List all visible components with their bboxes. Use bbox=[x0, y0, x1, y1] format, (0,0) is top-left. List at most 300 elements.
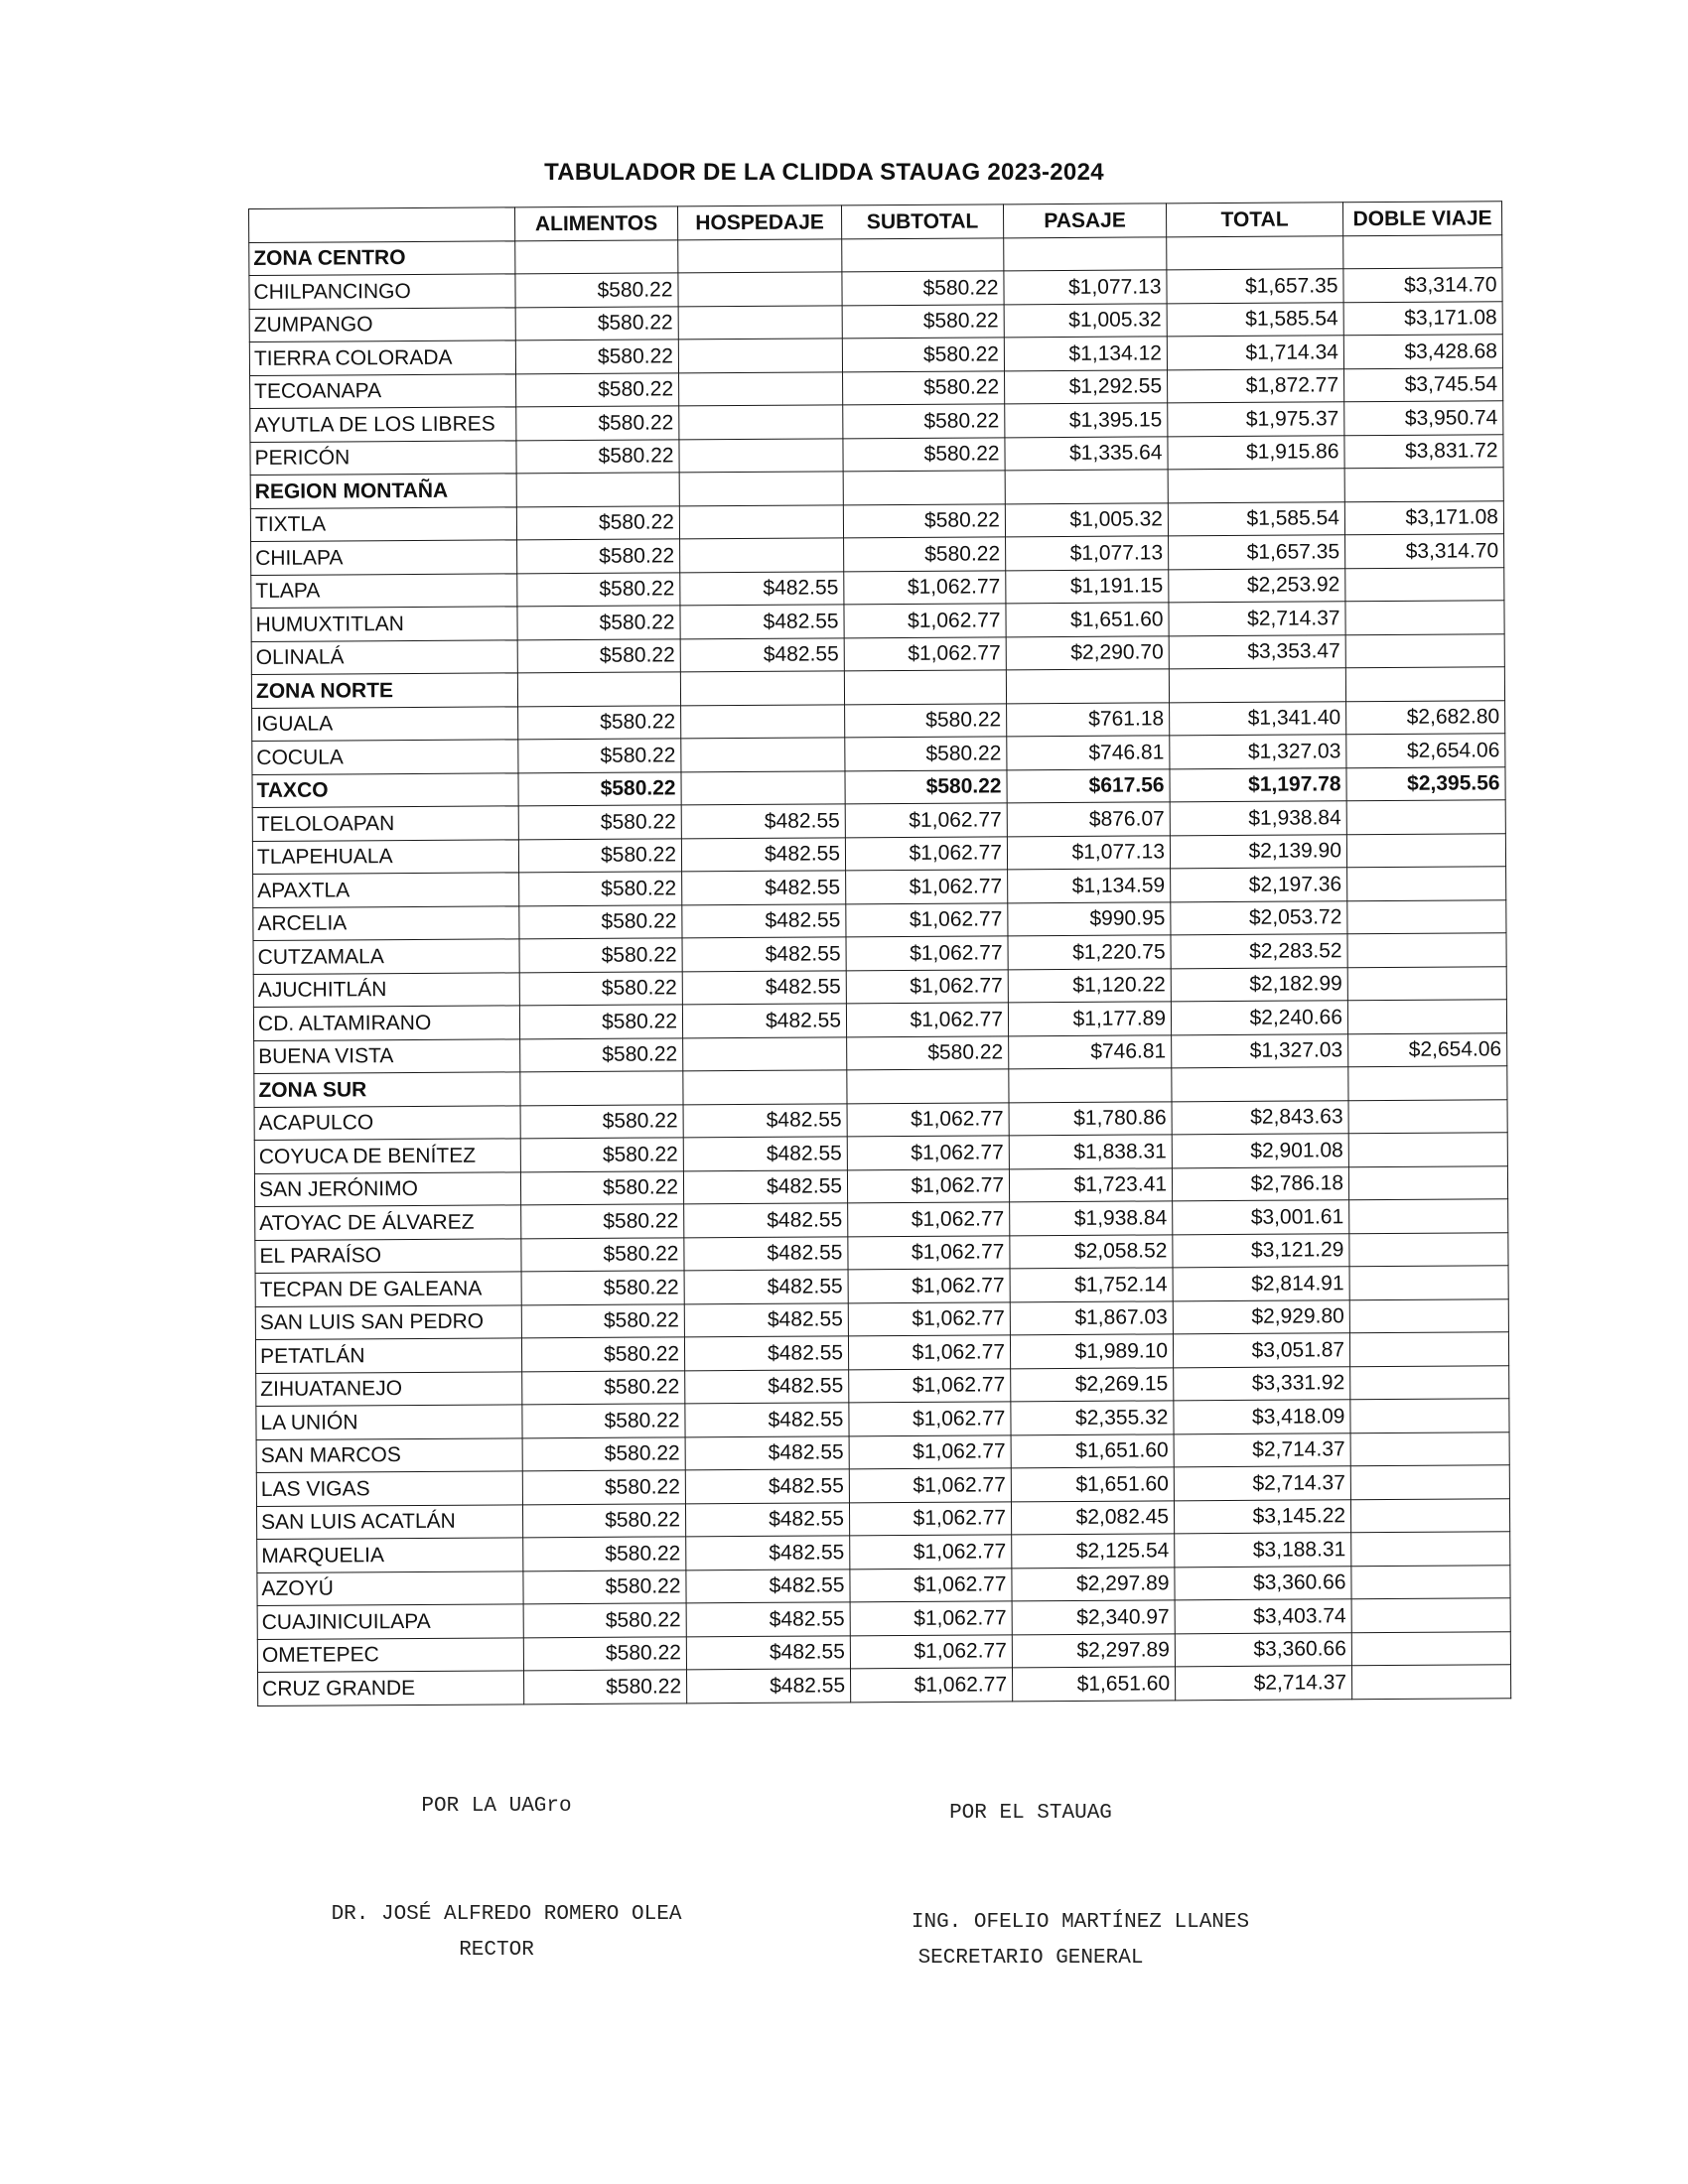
value-cell bbox=[517, 672, 680, 707]
value-cell: $482.55 bbox=[684, 1336, 848, 1371]
value-cell: $1,938.84 bbox=[1170, 801, 1346, 836]
value-cell: $2,053.72 bbox=[1171, 900, 1347, 935]
value-cell: $580.22 bbox=[520, 1104, 683, 1139]
value-cell: $482.55 bbox=[682, 903, 846, 938]
value-cell bbox=[1349, 1232, 1508, 1266]
location-cell: AYUTLA DE LOS LIBRES bbox=[250, 407, 516, 442]
value-cell bbox=[1350, 1399, 1509, 1433]
value-cell: $580.22 bbox=[518, 771, 681, 806]
value-cell: $580.22 bbox=[517, 638, 680, 673]
value-cell: $482.55 bbox=[682, 937, 846, 972]
value-cell: $3,418.09 bbox=[1174, 1400, 1350, 1434]
value-cell: $1,335.64 bbox=[1005, 436, 1168, 471]
value-cell: $580.22 bbox=[520, 1138, 683, 1172]
signature-right-name: ING. OFELIO MARTÍNEZ LLANES bbox=[911, 1911, 1250, 1934]
value-cell: $3,950.74 bbox=[1344, 401, 1503, 435]
value-cell: $2,139.90 bbox=[1170, 834, 1346, 869]
value-cell: $876.07 bbox=[1007, 802, 1170, 837]
value-cell: $580.22 bbox=[524, 1670, 687, 1705]
value-cell: $580.22 bbox=[522, 1404, 685, 1438]
value-cell bbox=[1349, 1298, 1508, 1332]
value-cell: $2,682.80 bbox=[1346, 700, 1505, 734]
value-cell: $3,001.61 bbox=[1173, 1200, 1349, 1235]
location-cell: PERICÓN bbox=[250, 440, 516, 475]
value-cell: $580.22 bbox=[521, 1337, 684, 1372]
value-cell: $3,314.70 bbox=[1343, 268, 1502, 302]
location-cell: COCULA bbox=[252, 740, 518, 774]
value-cell: $482.55 bbox=[684, 1302, 848, 1337]
table-row bbox=[258, 1665, 1511, 1706]
value-cell: $2,290.70 bbox=[1006, 635, 1169, 670]
value-cell: $580.22 bbox=[519, 872, 682, 906]
value-cell: $580.22 bbox=[523, 1603, 686, 1638]
value-cell: $580.22 bbox=[844, 537, 1006, 571]
value-cell bbox=[679, 472, 843, 506]
value-cell bbox=[681, 770, 845, 805]
value-cell: $580.22 bbox=[521, 1237, 684, 1272]
value-cell: $1,062.77 bbox=[850, 1634, 1012, 1668]
value-cell bbox=[1351, 1532, 1510, 1566]
value-cell: $482.55 bbox=[686, 1569, 850, 1603]
value-cell bbox=[1343, 234, 1502, 268]
value-cell: $580.22 bbox=[523, 1636, 686, 1671]
value-cell: $761.18 bbox=[1007, 702, 1170, 737]
value-cell: $2,814.91 bbox=[1173, 1267, 1349, 1301]
value-cell bbox=[679, 371, 843, 406]
value-cell: $482.55 bbox=[685, 1469, 849, 1504]
value-cell: $1,714.34 bbox=[1167, 336, 1343, 370]
value-cell bbox=[516, 473, 679, 507]
value-cell: $3,051.87 bbox=[1173, 1333, 1349, 1368]
value-cell: $1,077.13 bbox=[1006, 536, 1169, 571]
value-cell: $990.95 bbox=[1008, 901, 1171, 936]
value-cell: $2,714.37 bbox=[1174, 1466, 1350, 1501]
value-cell bbox=[679, 504, 843, 539]
value-cell: $482.55 bbox=[680, 637, 844, 672]
value-cell: $1,657.35 bbox=[1167, 269, 1343, 304]
value-cell: $3,171.08 bbox=[1344, 500, 1503, 534]
location-cell: TLAPEHUALA bbox=[252, 839, 518, 874]
value-cell: $1,220.75 bbox=[1008, 935, 1171, 970]
location-cell: TECOANAPA bbox=[250, 373, 516, 408]
value-cell: $1,062.77 bbox=[850, 1568, 1012, 1601]
value-cell: $1,005.32 bbox=[1005, 502, 1168, 537]
value-cell: $1,062.77 bbox=[845, 836, 1007, 870]
value-cell: $3,745.54 bbox=[1344, 367, 1503, 401]
value-cell: $580.22 bbox=[518, 739, 681, 773]
value-cell: $2,786.18 bbox=[1172, 1166, 1348, 1201]
value-cell: $580.22 bbox=[516, 406, 679, 441]
value-cell: $482.55 bbox=[682, 970, 846, 1005]
value-cell: $580.22 bbox=[519, 904, 682, 939]
header-zone bbox=[249, 207, 515, 242]
value-cell: $1,938.84 bbox=[1010, 1201, 1173, 1236]
value-cell: $1,062.77 bbox=[847, 1168, 1009, 1202]
value-cell: $482.55 bbox=[685, 1435, 849, 1470]
value-cell: $746.81 bbox=[1009, 1034, 1172, 1069]
value-cell bbox=[1350, 1365, 1509, 1399]
value-cell: $2,355.32 bbox=[1011, 1401, 1174, 1435]
value-cell: $1,752.14 bbox=[1010, 1268, 1173, 1302]
value-cell: $1,975.37 bbox=[1168, 402, 1344, 437]
location-cell: OLINALÁ bbox=[251, 639, 517, 674]
value-cell bbox=[842, 237, 1004, 271]
value-cell bbox=[1349, 1266, 1508, 1299]
value-cell bbox=[679, 405, 843, 440]
value-cell: $1,915.86 bbox=[1168, 435, 1344, 470]
value-cell: $482.55 bbox=[686, 1635, 850, 1670]
value-cell: $580.22 bbox=[517, 539, 680, 574]
value-cell: $482.55 bbox=[683, 1103, 847, 1138]
location-cell: HUMUXTITLAN bbox=[251, 607, 517, 641]
value-cell: $482.55 bbox=[686, 1602, 850, 1637]
location-cell: SAN MARCOS bbox=[256, 1437, 522, 1472]
value-cell bbox=[520, 1071, 683, 1106]
value-cell: $580.22 bbox=[518, 805, 681, 840]
value-cell bbox=[679, 438, 843, 473]
value-cell: $1,177.89 bbox=[1008, 1002, 1171, 1036]
value-cell: $1,062.77 bbox=[847, 1136, 1009, 1169]
value-cell: $1,327.03 bbox=[1172, 1033, 1348, 1068]
header-hospedaje: HOSPEDAJE bbox=[677, 205, 841, 240]
value-cell: $580.22 bbox=[517, 572, 680, 607]
value-cell: $482.55 bbox=[685, 1369, 849, 1404]
value-cell bbox=[1168, 469, 1344, 503]
value-cell: $482.55 bbox=[683, 1137, 847, 1171]
value-cell: $2,197.36 bbox=[1171, 868, 1347, 902]
value-cell: $1,062.77 bbox=[850, 1601, 1012, 1635]
value-cell bbox=[681, 738, 845, 772]
value-cell bbox=[1347, 966, 1506, 1000]
value-cell bbox=[515, 239, 678, 274]
value-cell: $580.22 bbox=[520, 1170, 683, 1205]
zone-heading: REGION MONTAÑA bbox=[250, 474, 516, 508]
value-cell: $580.22 bbox=[522, 1436, 685, 1471]
value-cell bbox=[1349, 1332, 1508, 1366]
header-doble-viaje: DOBLE VIAJE bbox=[1342, 202, 1501, 235]
value-cell: $580.22 bbox=[842, 304, 1004, 338]
value-cell: $2,901.08 bbox=[1172, 1134, 1348, 1168]
value-cell bbox=[1347, 1000, 1506, 1033]
value-cell: $1,062.77 bbox=[849, 1501, 1011, 1535]
value-cell bbox=[683, 1036, 847, 1071]
value-cell: $482.55 bbox=[684, 1203, 848, 1238]
value-cell bbox=[1350, 1432, 1509, 1465]
table-body bbox=[249, 234, 1511, 1706]
value-cell: $2,182.99 bbox=[1171, 967, 1347, 1002]
value-cell: $580.22 bbox=[847, 1035, 1009, 1069]
value-cell: $580.22 bbox=[845, 703, 1007, 737]
value-cell: $1,651.60 bbox=[1011, 1433, 1174, 1468]
value-cell bbox=[1346, 800, 1505, 834]
value-cell: $1,723.41 bbox=[1009, 1167, 1172, 1202]
value-cell bbox=[1351, 1598, 1510, 1632]
value-cell: $580.22 bbox=[521, 1204, 684, 1239]
value-cell: $3,831.72 bbox=[1344, 434, 1503, 468]
value-cell: $1,062.77 bbox=[846, 936, 1008, 970]
location-cell: TIXTLA bbox=[250, 506, 516, 541]
value-cell: $482.55 bbox=[686, 1669, 850, 1704]
signature-left-name: DR. JOSÉ ALFREDO ROMERO OLEA bbox=[331, 1903, 682, 1926]
value-cell: $1,838.31 bbox=[1009, 1135, 1172, 1169]
value-cell: $2,843.63 bbox=[1172, 1100, 1348, 1135]
value-cell: $3,121.29 bbox=[1173, 1233, 1349, 1268]
value-cell bbox=[1004, 236, 1167, 271]
location-cell: AZOYÚ bbox=[257, 1570, 523, 1605]
value-cell: $1,062.77 bbox=[847, 1102, 1009, 1136]
value-cell bbox=[1345, 567, 1504, 601]
value-cell bbox=[1349, 1199, 1508, 1233]
location-cell: IGUALA bbox=[252, 706, 518, 741]
tabulator-table bbox=[248, 201, 1511, 1706]
value-cell: $1,062.77 bbox=[845, 803, 1007, 837]
value-cell: $1,062.77 bbox=[849, 1368, 1011, 1402]
value-cell: $2,283.52 bbox=[1171, 934, 1347, 969]
value-cell: $3,188.31 bbox=[1175, 1533, 1351, 1568]
value-cell: $482.55 bbox=[685, 1502, 849, 1537]
value-cell: $580.22 bbox=[843, 503, 1005, 537]
value-cell: $580.22 bbox=[515, 306, 678, 341]
value-cell bbox=[844, 670, 1006, 704]
value-cell: $2,714.37 bbox=[1174, 1433, 1350, 1467]
location-cell: APAXTLA bbox=[253, 873, 519, 907]
location-cell: TECPAN DE GALEANA bbox=[255, 1272, 521, 1306]
value-cell bbox=[1350, 1465, 1509, 1499]
value-cell bbox=[683, 1070, 847, 1105]
value-cell bbox=[1005, 470, 1168, 504]
value-cell: $1,062.77 bbox=[848, 1235, 1010, 1269]
value-cell: $3,314.70 bbox=[1345, 534, 1504, 568]
value-cell: $2,654.06 bbox=[1346, 734, 1505, 767]
value-cell: $1,327.03 bbox=[1170, 735, 1346, 769]
value-cell: $2,269.15 bbox=[1011, 1367, 1174, 1402]
value-cell: $1,341.40 bbox=[1170, 701, 1346, 736]
value-cell: $1,651.60 bbox=[1006, 603, 1169, 637]
value-cell: $617.56 bbox=[1007, 768, 1170, 803]
location-cell: AJUCHITLÁN bbox=[253, 972, 519, 1007]
value-cell: $1,651.60 bbox=[1011, 1467, 1174, 1502]
value-cell: $580.22 bbox=[519, 971, 682, 1006]
location-cell: TAXCO bbox=[252, 772, 518, 807]
value-cell: $2,297.89 bbox=[1012, 1633, 1175, 1668]
header-alimentos: ALIMENTOS bbox=[514, 206, 677, 241]
value-cell bbox=[678, 238, 842, 273]
value-cell bbox=[1172, 1067, 1348, 1102]
location-cell: CHILPANCINGO bbox=[249, 274, 515, 309]
value-cell: $580.22 bbox=[845, 737, 1007, 770]
value-cell bbox=[1167, 235, 1343, 270]
value-cell bbox=[680, 671, 844, 706]
value-cell: $1,062.77 bbox=[846, 969, 1008, 1003]
value-cell: $580.22 bbox=[521, 1271, 684, 1305]
location-cell: PETATLÁN bbox=[255, 1338, 521, 1373]
value-cell: $580.22 bbox=[843, 404, 1005, 438]
value-cell bbox=[1348, 1133, 1507, 1166]
value-cell: $580.22 bbox=[521, 1303, 684, 1338]
value-cell bbox=[1348, 1099, 1507, 1133]
value-cell: $1,657.35 bbox=[1169, 535, 1345, 570]
value-cell: $3,428.68 bbox=[1343, 335, 1502, 368]
value-cell: $1,062.77 bbox=[850, 1668, 1012, 1702]
value-cell: $1,989.10 bbox=[1010, 1334, 1173, 1369]
value-cell bbox=[1346, 833, 1505, 867]
value-cell: $482.55 bbox=[681, 804, 845, 839]
value-cell: $1,062.77 bbox=[849, 1434, 1011, 1468]
value-cell: $1,395.15 bbox=[1005, 403, 1168, 438]
value-cell: $1,120.22 bbox=[1008, 968, 1171, 1003]
value-cell: $1,062.77 bbox=[848, 1269, 1010, 1302]
value-cell: $1,197.78 bbox=[1170, 767, 1346, 802]
value-cell: $1,134.59 bbox=[1008, 869, 1171, 903]
location-cell: CD. ALTAMIRANO bbox=[253, 1006, 519, 1040]
value-cell: $2,340.97 bbox=[1012, 1600, 1175, 1635]
value-cell: $1,062.77 bbox=[844, 604, 1006, 637]
value-cell: $580.22 bbox=[523, 1570, 686, 1604]
value-cell: $580.22 bbox=[520, 1037, 683, 1072]
value-cell: $2,253.92 bbox=[1169, 568, 1345, 603]
value-cell: $1,062.77 bbox=[848, 1335, 1010, 1369]
zone-heading: ZONA CENTRO bbox=[249, 240, 515, 275]
value-cell: $580.22 bbox=[516, 505, 679, 540]
signature-left-role: RECTOR bbox=[459, 1939, 534, 1962]
value-cell: $1,062.77 bbox=[844, 636, 1006, 670]
value-cell: $1,872.77 bbox=[1168, 368, 1344, 403]
location-cell: ACAPULCO bbox=[254, 1105, 520, 1140]
location-cell: LA UNIÓN bbox=[256, 1405, 522, 1439]
value-cell: $580.22 bbox=[843, 437, 1005, 471]
value-cell: $1,867.03 bbox=[1010, 1300, 1173, 1335]
value-cell: $482.55 bbox=[680, 605, 844, 639]
value-cell: $482.55 bbox=[681, 837, 845, 872]
signature-right-label: POR EL STAUAG bbox=[949, 1802, 1112, 1825]
value-cell: $2,714.37 bbox=[1169, 602, 1345, 636]
value-cell: $580.22 bbox=[522, 1503, 685, 1538]
value-cell: $580.22 bbox=[842, 338, 1004, 371]
location-cell: CRUZ GRANDE bbox=[258, 1671, 524, 1706]
value-cell: $1,191.15 bbox=[1006, 569, 1169, 604]
value-cell: $580.22 bbox=[519, 1005, 682, 1039]
header-total: TOTAL bbox=[1166, 203, 1342, 237]
location-cell: BUENA VISTA bbox=[254, 1038, 520, 1073]
location-cell: CHILAPA bbox=[251, 540, 517, 575]
location-cell: SAN LUIS ACATLÁN bbox=[256, 1504, 522, 1539]
value-cell: $2,929.80 bbox=[1173, 1299, 1349, 1334]
value-cell: $2,714.37 bbox=[1175, 1666, 1351, 1701]
value-cell: $1,062.77 bbox=[846, 870, 1008, 903]
location-cell: TLAPA bbox=[251, 573, 517, 608]
value-cell bbox=[678, 305, 842, 340]
value-cell bbox=[1169, 668, 1345, 703]
value-cell: $580.22 bbox=[523, 1537, 686, 1571]
value-cell: $2,058.52 bbox=[1010, 1234, 1173, 1269]
value-cell: $1,585.54 bbox=[1167, 302, 1343, 337]
value-cell bbox=[1009, 1068, 1172, 1103]
signature-left-label: POR LA UAGro bbox=[421, 1795, 572, 1818]
location-cell: COYUCA DE BENÍTEZ bbox=[254, 1139, 520, 1173]
zone-heading: ZONA NORTE bbox=[251, 673, 517, 708]
value-cell: $580.22 bbox=[522, 1470, 685, 1505]
value-cell: $2,240.66 bbox=[1171, 1001, 1347, 1035]
value-cell: $580.22 bbox=[515, 340, 678, 374]
value-cell bbox=[1348, 1165, 1507, 1199]
value-cell: $1,077.13 bbox=[1007, 835, 1170, 870]
value-cell: $3,360.66 bbox=[1175, 1566, 1351, 1600]
location-cell: ATOYAC DE ÁLVAREZ bbox=[255, 1205, 521, 1240]
value-cell: $1,062.77 bbox=[848, 1301, 1010, 1335]
location-cell: ARCELIA bbox=[253, 905, 519, 940]
value-cell: $1,292.55 bbox=[1005, 369, 1168, 404]
value-cell bbox=[680, 538, 844, 573]
value-cell bbox=[1345, 633, 1504, 667]
value-cell: $3,353.47 bbox=[1169, 634, 1345, 669]
location-cell: SAN LUIS SAN PEDRO bbox=[255, 1304, 521, 1339]
zone-heading: ZONA SUR bbox=[254, 1072, 520, 1107]
value-cell: $580.22 bbox=[516, 439, 679, 474]
value-cell: $482.55 bbox=[682, 1004, 846, 1038]
value-cell: $1,651.60 bbox=[1012, 1667, 1175, 1702]
value-cell: $580.22 bbox=[517, 606, 680, 640]
location-cell: MARQUELIA bbox=[257, 1538, 523, 1572]
value-cell bbox=[1350, 1498, 1509, 1532]
value-cell: $482.55 bbox=[684, 1236, 848, 1271]
value-cell bbox=[1347, 867, 1506, 900]
value-cell bbox=[1345, 601, 1504, 634]
signature-right-role: SECRETARIO GENERAL bbox=[917, 1947, 1144, 1970]
value-cell bbox=[1006, 669, 1169, 704]
location-cell: LAS VIGAS bbox=[256, 1471, 522, 1506]
value-cell bbox=[843, 471, 1005, 504]
value-cell: $580.22 bbox=[845, 769, 1007, 803]
header-pasaje: PASAJE bbox=[1003, 204, 1166, 238]
value-cell: $1,585.54 bbox=[1168, 501, 1344, 536]
value-cell bbox=[1351, 1631, 1510, 1665]
value-cell: $482.55 bbox=[685, 1403, 849, 1437]
value-cell: $580.22 bbox=[519, 938, 682, 973]
value-cell: $2,395.56 bbox=[1346, 766, 1505, 800]
value-cell bbox=[1347, 933, 1506, 967]
value-cell bbox=[847, 1069, 1009, 1103]
value-cell: $3,360.66 bbox=[1175, 1632, 1351, 1667]
value-cell: $580.22 bbox=[842, 271, 1004, 305]
value-cell: $580.22 bbox=[515, 273, 678, 308]
value-cell: $2,297.89 bbox=[1012, 1567, 1175, 1601]
value-cell: $1,780.86 bbox=[1009, 1101, 1172, 1136]
location-cell: ZIHUATANEJO bbox=[256, 1371, 522, 1406]
value-cell: $3,331.92 bbox=[1174, 1366, 1350, 1401]
value-cell: $1,005.32 bbox=[1004, 303, 1167, 338]
location-cell: TELOLOAPAN bbox=[252, 806, 518, 841]
value-cell: $580.22 bbox=[518, 705, 681, 740]
value-cell bbox=[1351, 1565, 1510, 1598]
value-cell: $2,125.54 bbox=[1012, 1534, 1175, 1569]
value-cell: $482.55 bbox=[686, 1536, 850, 1570]
value-cell: $1,077.13 bbox=[1004, 270, 1167, 305]
value-cell: $2,654.06 bbox=[1348, 1032, 1507, 1066]
value-cell: $1,062.77 bbox=[848, 1202, 1010, 1236]
value-cell: $580.22 bbox=[522, 1370, 685, 1405]
value-cell: $1,062.77 bbox=[849, 1468, 1011, 1502]
value-cell: $3,171.08 bbox=[1343, 301, 1502, 335]
location-cell: EL PARAÍSO bbox=[255, 1238, 521, 1273]
value-cell: $482.55 bbox=[680, 571, 844, 606]
value-cell: $1,134.12 bbox=[1004, 337, 1167, 371]
value-cell bbox=[678, 272, 842, 307]
location-cell: ZUMPANGO bbox=[249, 307, 515, 341]
value-cell: $3,403.74 bbox=[1175, 1599, 1351, 1634]
value-cell: $1,062.77 bbox=[849, 1402, 1011, 1435]
value-cell: $746.81 bbox=[1007, 736, 1170, 770]
value-cell: $1,062.77 bbox=[846, 1003, 1008, 1036]
